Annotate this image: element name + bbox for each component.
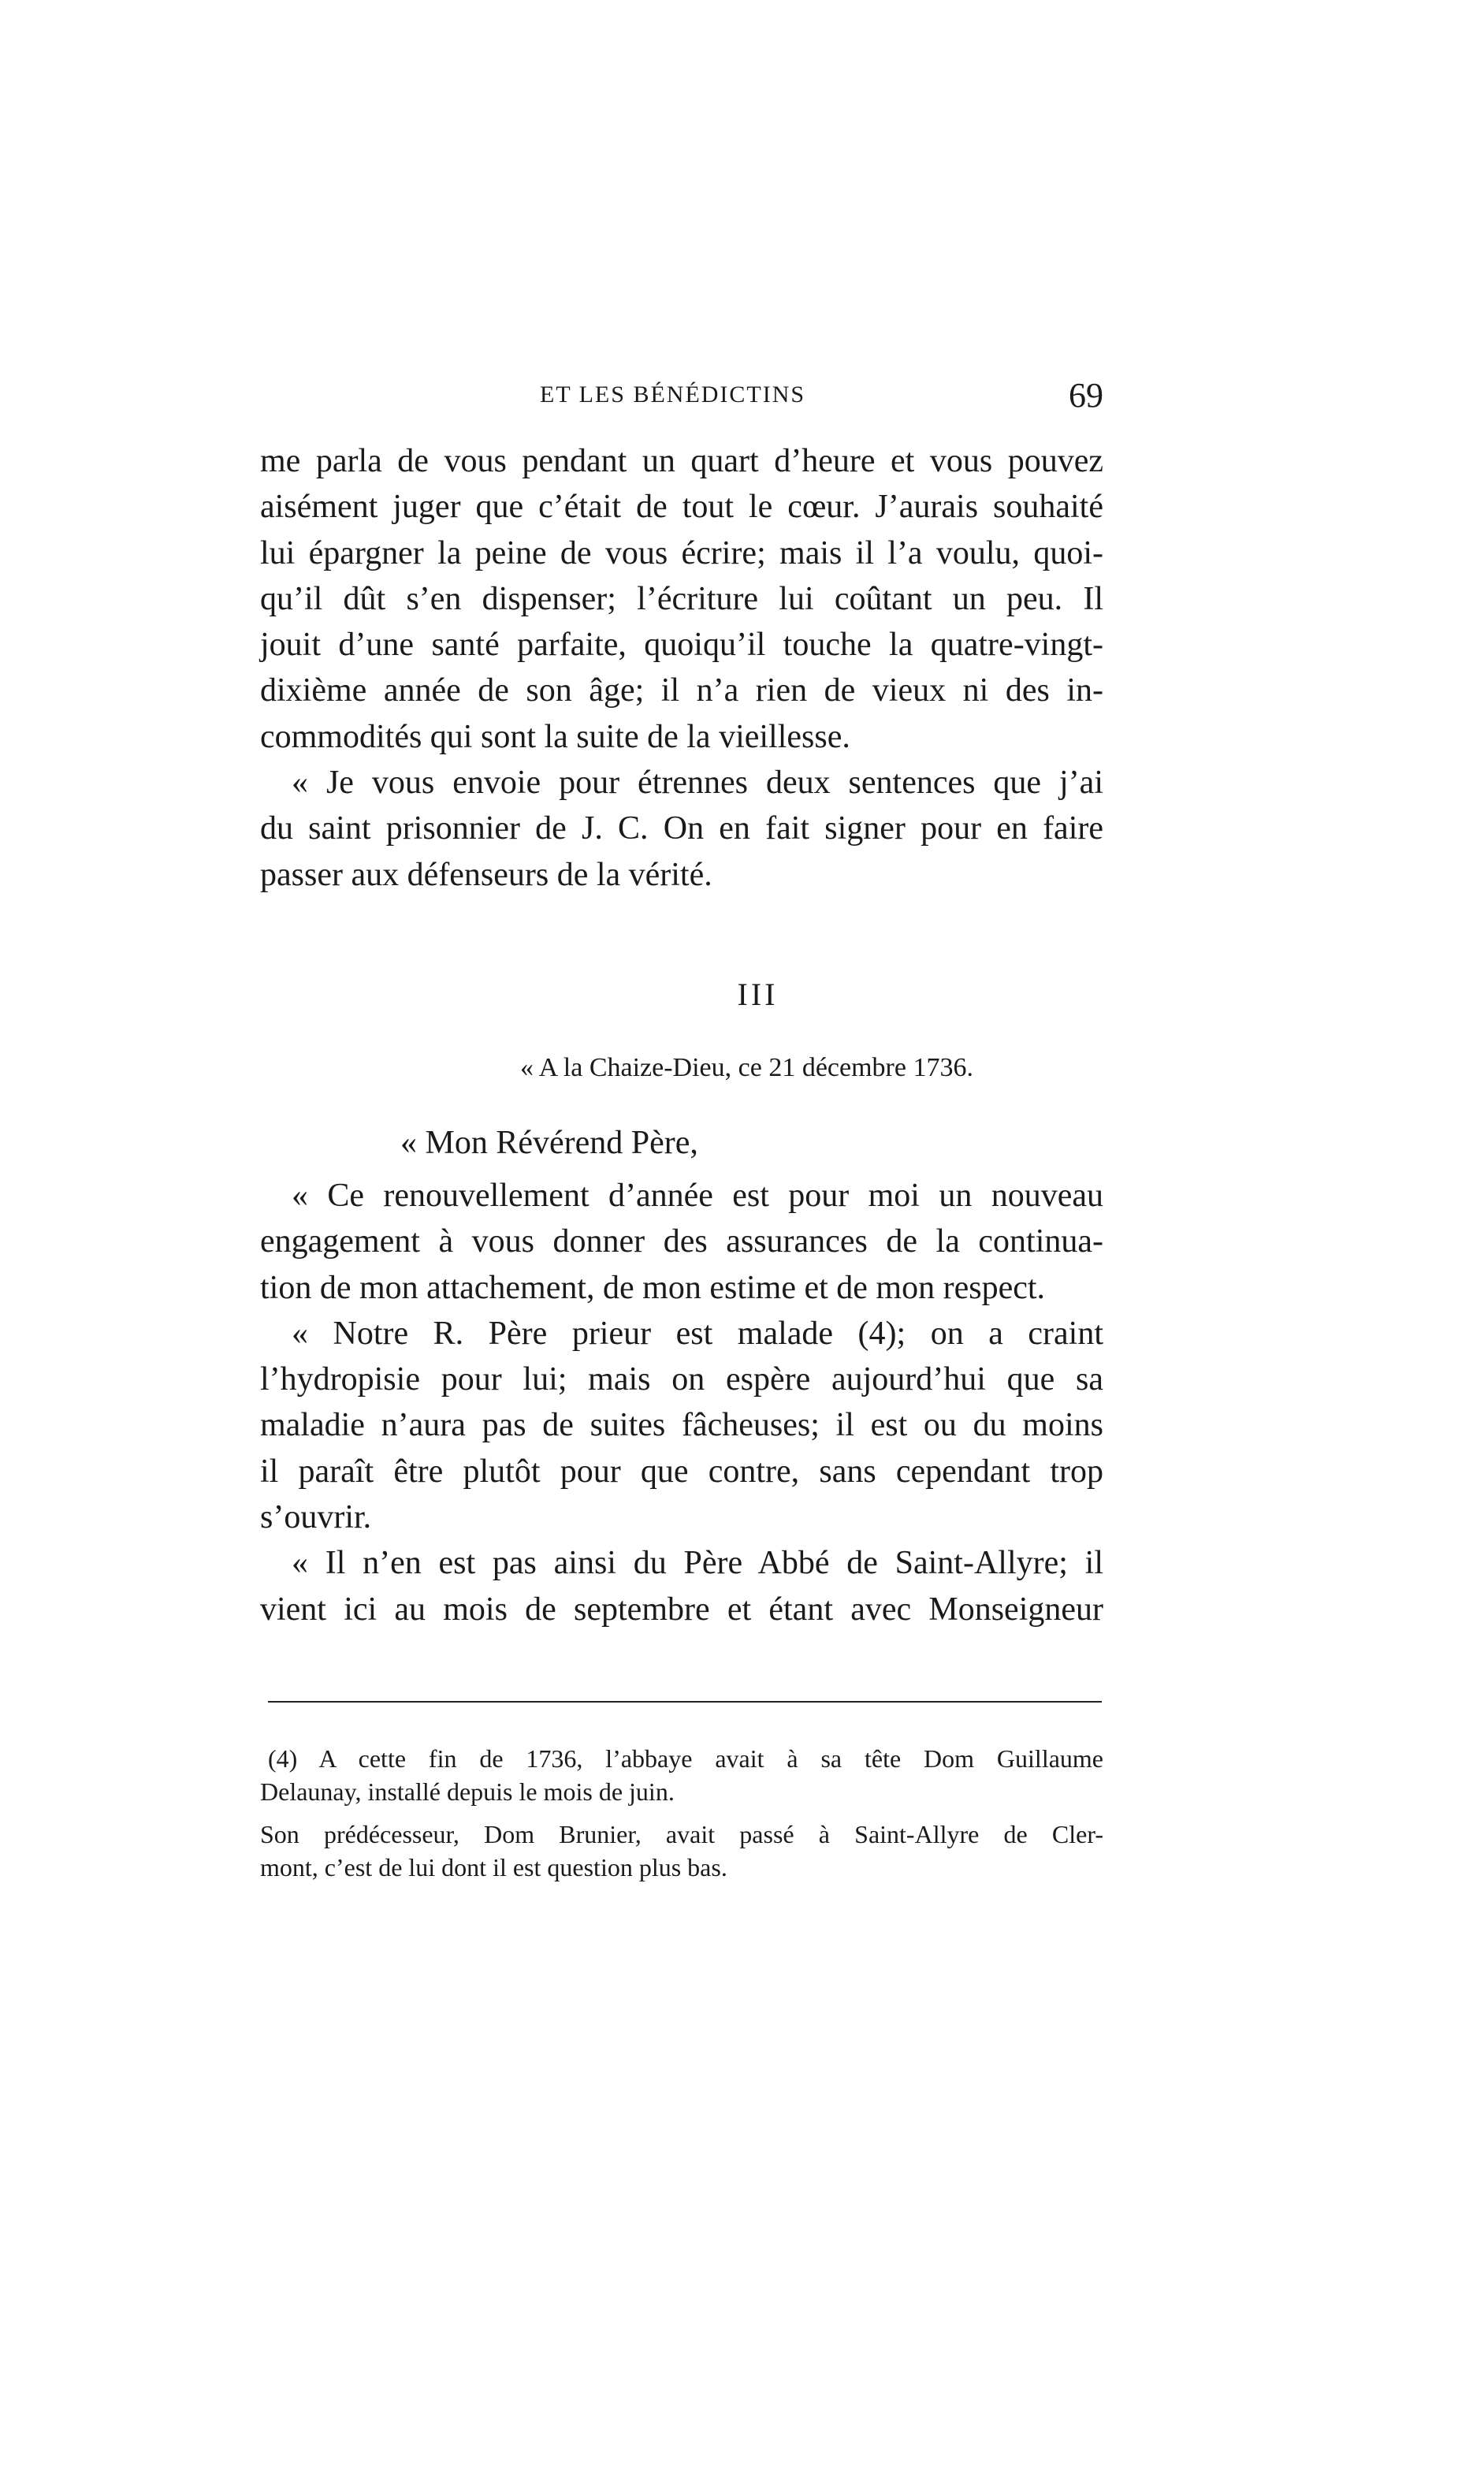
footnote (260, 1818, 1103, 1884)
page-number: 69 (1069, 376, 1103, 415)
text-line: « Il n’en est pas ainsi du Père Abbé de Saint-Allyre; il (292, 1545, 1103, 1582)
paragraph (260, 438, 1103, 760)
paragraph (260, 1173, 1103, 1311)
footnote-divider (268, 1701, 1102, 1703)
text-line: tion de mon attachement, de mon estime et de mon respect. (260, 1269, 1046, 1306)
text-line: « Ce renouvellement d’année est pour moi un nouveau (292, 1178, 1103, 1214)
text-line: jouit d’une santé parfaite, quoiqu’il touche la quatre-vingt- (260, 627, 1103, 664)
paragraph (260, 760, 1103, 898)
text-line: du saint prisonnier de J. C. On en fait signer pour en faire (260, 810, 1103, 847)
letter-dateline: « A la Chaize-Dieu, ce 21 décembre 1736. (520, 1053, 973, 1082)
text-line: me parla de vous pendant un quart d’heure et vous pouvez (260, 443, 1103, 479)
text-line: engagement à vous donner des assurances de la continua- (260, 1223, 1103, 1260)
body-text-letter (260, 1173, 1103, 1632)
paragraph (260, 1311, 1103, 1540)
section-number: III (737, 977, 779, 1012)
text-line: qu’il dût s’en dispenser; l’écriture lui coûtant un peu. Il (260, 580, 1103, 617)
footnote-line: (4) A cette fin de 1736, l’abbaye avait à sa tête Dom Guillaume (268, 1744, 1103, 1773)
text-line: « Notre R. Père prieur est malade (4); on a craint (292, 1315, 1103, 1352)
footnote-line: mont, c’est de lui dont il est question plus bas. (260, 1853, 727, 1881)
footnote-line: Son prédécesseur, Dom Brunier, avait passé à Saint-Allyre de Cler- (260, 1820, 1103, 1848)
text-line: commodités qui sont la suite de la vieillesse. (260, 718, 850, 755)
text-line: passer aux défenseurs de la vérité. (260, 856, 712, 893)
text-line: maladie n’aura pas de suites fâcheuses; il est ou du moins (260, 1407, 1103, 1444)
footnote-line: Delaunay, installé depuis le mois de juin. (260, 1777, 675, 1806)
letter-salutation: « Mon Révérend Père, (400, 1125, 698, 1161)
text-line: l’hydropisie pour lui; mais on espère aujourd’hui que sa (260, 1361, 1103, 1398)
running-head (260, 377, 1103, 424)
text-line: aisément juger que c’était de tout le cœur. J’aurais souhaité (260, 489, 1103, 526)
text-line: « Je vous envoie pour étrennes deux sentences que j’ai (292, 765, 1103, 802)
text-line: lui épargner la peine de vous écrire; mais il l’a voulu, quoi- (260, 534, 1103, 571)
text-line: s’ouvrir. (260, 1499, 372, 1536)
footnotes (260, 1742, 1103, 1884)
paragraph (260, 1540, 1103, 1632)
body-text-top (260, 438, 1103, 898)
text-line: vient ici au mois de septembre et étant avec Monseigneur (260, 1591, 1103, 1628)
footnote (260, 1742, 1103, 1808)
text-line: dixième année de son âge; il n’a rien de vieux ni des in- (260, 672, 1103, 709)
running-title: ET LES BÉNÉDICTINS (540, 381, 806, 408)
text-line: il paraît être plutôt pour que contre, sans cependant trop (260, 1453, 1103, 1490)
